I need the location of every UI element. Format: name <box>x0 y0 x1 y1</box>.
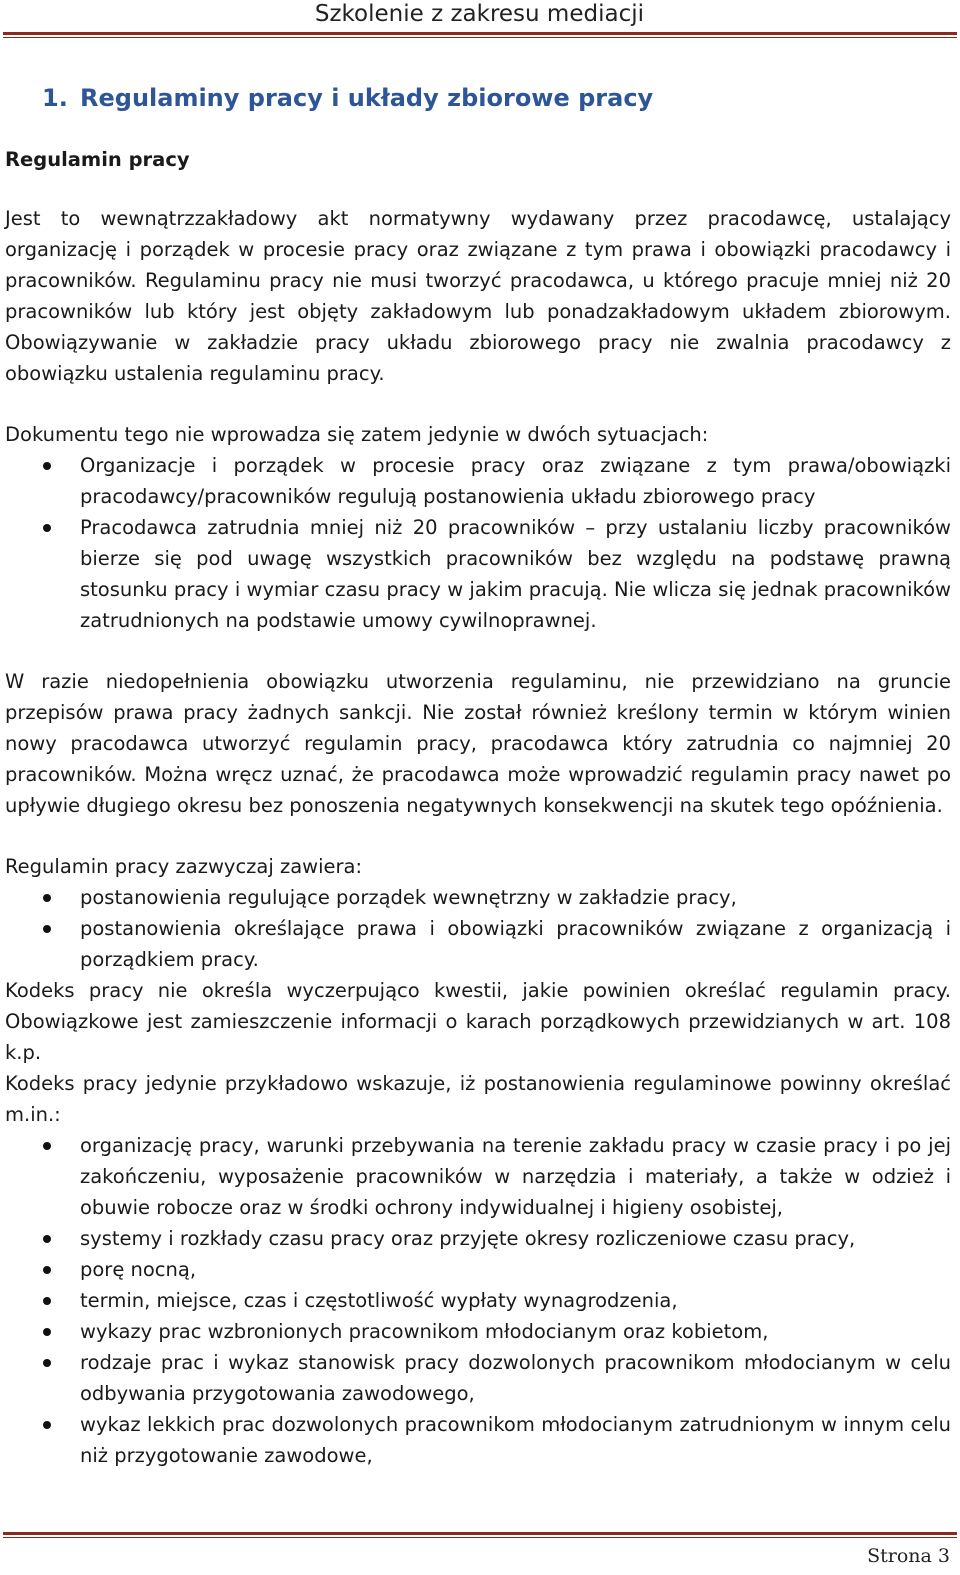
list-item: termin, miejsce, czas i częstotliwość wypłaty wynagrodzenia, <box>5 1285 951 1316</box>
section-title: Regulaminy pracy i układy zbiorowe pracy <box>80 84 654 112</box>
section-number: 1. <box>42 84 68 112</box>
page-content <box>5 82 951 1471</box>
footer-rule-thin <box>3 1537 957 1538</box>
header-rule <box>3 32 957 35</box>
list-item: Pracodawca zatrudnia mniej niż 20 pracowników – przy ustalaniu liczby pracowników bierze się pod uwagę wszystkich pracowników bez względu na podstawę prawną stosunku pracy i wymiar czasu pracy w jakim pracują. Nie wlicza się jednak pracowników zatrudnionych na podstawie umowy cywilnoprawnej. <box>5 512 951 636</box>
paragraph-contents-intro: Regulamin pracy zazwyczaj zawiera: <box>5 855 363 878</box>
paragraph-code: Kodeks pracy nie określa wyczerpująco kwestii, jakie powinien określać regulamin pracy. Obowiązkowe jest zamieszczenie informacji o karach porządkowych przewidzianych w art. 108 k.p. <box>5 979 951 1064</box>
list-item: postanowienia regulujące porządek wewnętrzny w zakładzie pracy, <box>5 882 951 913</box>
contents-list <box>5 882 951 975</box>
document-header-title: Szkolenie z zakresu mediacji <box>314 1 644 27</box>
situations-list <box>5 450 951 636</box>
section-heading <box>42 82 951 114</box>
page-number: Strona 3 <box>867 1545 950 1567</box>
paragraph-definition: Jest to wewnątrzzakładowy akt normatywny wydawany przez pracodawcę, ustalający organizację i porządek w procesie pracy oraz związane z tym prawa i obowiązki pracodawcy i pracowników. Regulaminu pracy nie musi tworzyć pracodawca, u którego pracuje mniej niż 20 pracowników lub który jest objęty zakładowym lub ponadzakładowym układem zbiorowym. Obowiązywanie w zakładzie pracy układu zbiorowego pracy nie zwalnia pracodawcy z obowiązku ustalenia regulaminu pracy. <box>5 207 951 385</box>
examples-list <box>5 1130 951 1471</box>
subheading: Regulamin pracy <box>5 148 190 171</box>
footer-rule <box>3 1532 957 1535</box>
list-item: wykaz lekkich prac dozwolonych pracownikom młodocianym zatrudnionym w innym celu niż przygotowanie zawodowe, <box>5 1409 951 1471</box>
list-item: systemy i rozkłady czasu pracy oraz przyjęte okresy rozliczeniowe czasu pracy, <box>5 1223 951 1254</box>
list-item: wykazy prac wzbronionych pracownikom młodocianym oraz kobietom, <box>5 1316 951 1347</box>
header-rule-thin <box>3 37 957 38</box>
paragraph-examples-intro: Kodeks pracy jedynie przykładowo wskazuje, iż postanowienia regulaminowe powinny określać m.in.: <box>5 1072 951 1126</box>
list-item: postanowienia określające prawa i obowiązki pracowników związane z organizacją i porządkiem pracy. <box>5 913 951 975</box>
list-item: rodzaje prac i wykaz stanowisk pracy dozwolonych pracownikom młodocianym w celu odbywania przygotowania zawodowego, <box>5 1347 951 1409</box>
list-item: organizację pracy, warunki przebywania na terenie zakładu pracy w czasie pracy i po jej zakończeniu, wyposażenie pracowników w narzędzia i materiały, a także w odzież i obuwie robocze oraz w środki ochrony indywidualnej i higieny osobistej, <box>5 1130 951 1223</box>
list-item: Organizacje i porządek w procesie pracy oraz związane z tym prawa/obowiązki pracodawcy/pracowników regulują postanowienia układu zbiorowego pracy <box>5 450 951 512</box>
paragraph-situations-intro: Dokumentu tego nie wprowadza się zatem jedynie w dwóch sytuacjach: <box>5 423 709 446</box>
list-item: porę nocną, <box>5 1254 951 1285</box>
paragraph-sanctions: W razie niedopełnienia obowiązku utworzenia regulaminu, nie przewidziano na gruncie przepisów prawa pracy żadnych sankcji. Nie został również kreślony termin w którym winien nowy pracodawca utworzyć regulamin pracy, pracodawca który zatrudnia co najmniej 20 pracowników. Można wręcz uznać, że pracodawca może wprowadzić regulamin pracy nawet po upływie długiego okresu bez ponoszenia negatywnych konsekwencji na skutek tego opóźnienia. <box>5 670 951 817</box>
